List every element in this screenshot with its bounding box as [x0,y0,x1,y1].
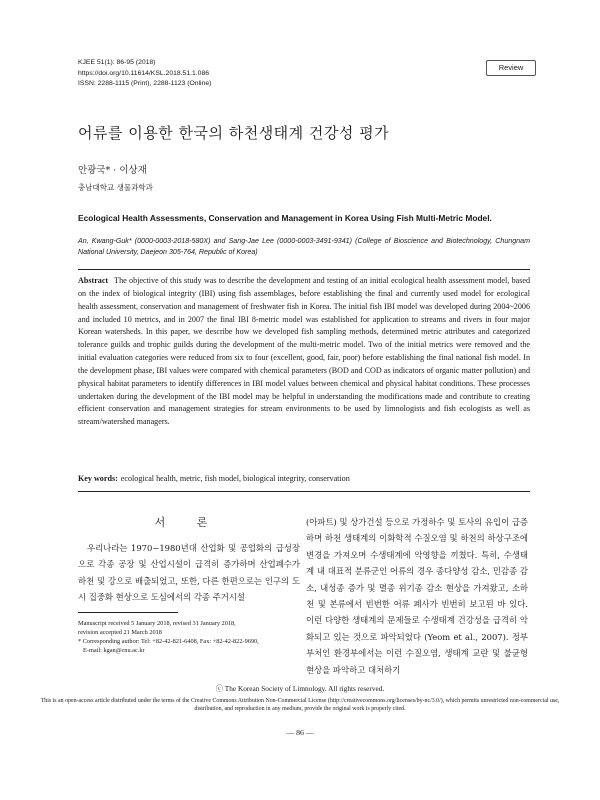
keywords [78,473,530,485]
title-english: Ecological Health Assessments, Conservation and Management in Korea Using Fish Multi-Metric Model. [78,213,492,223]
doi-link[interactable]: https://doi.org/10.11614/KSL.2018.51.1.086 [78,69,210,77]
keywords-text: ecological health, metric, fish model, biological integrity, conservation [120,474,350,483]
title-korean: 어류를 이용한 한국의 하천생태계 건강성 평가 [78,124,390,142]
keywords-label: Key words: [78,474,118,483]
manuscript-received: Manuscript received 5 January 2018, revised 31 January 2018, [78,620,236,627]
body-column-left: 우리나라는 1970~1980년대 산업화 및 공업화의 급성장으로 각종 공장 및 산업시설이 급격히 증가하며 산업폐수가 하천 및 강으로 배출되었고, 또한, 다른 한편으로는 인구의 도시 집중화 현상으로 도심에서의 각종 주거시설 [78,543,300,603]
journal-meta [78,58,211,90]
revision-accepted: revision accepted 21 March 2018 [78,629,162,637]
copyright-notice: ⓒ The Korean Society of Limnology. All rights reserved. [215,684,385,693]
authors-korean: 안광국* · 이상재 [78,165,147,176]
author-email[interactable]: E-mail: kgan@cnu.ac.kr [83,647,145,655]
corresponding-author: * Corresponding author: Tel: +82-42-821-6408, Fax: +82-42-822-9690, [78,638,259,646]
abstract [78,275,530,429]
abstract-top-rule [78,269,530,270]
authors-english: An, Kwang-Guk* (0000-0003-2018-580X) and Sang-Jae Lee (0000-0003-3491-9341) (College of Bioscience and Biotechnology, Chungnam National University, Daejeon 305-764, Republic of Korea) [78,237,530,256]
section-heading: 서 론 [154,516,222,529]
article-type-badge: Review [486,60,536,76]
journal-citation: KJEE 51(1): 86-95 (2018) [78,59,156,66]
affiliation-korean: 충남대학교 생물과학과 [78,183,153,192]
page-number: — 86 — [286,728,314,737]
issn: ISSN: 2288-1115 (Print), 2288-1123 (Online) [78,80,212,87]
footnote-rule [78,612,178,613]
footnotes [78,619,300,655]
abstract-label: Abstract [78,276,109,285]
body-column-right: (아파트) 및 상가건설 등으로 가정하수 및 토사의 유입이 급증하며 하천 생태계의 이화학적 수질오염 및 하천의 하상구조에 변경을 가져오며 수생태계에 악영향을 끼쳤다. 특히, 수생태계 내 대표적 분류군인 어류의 경우 종다양성 감소, 민감종 감소, 내성종 증가 및 멸종 위기종 감소 현상을 가져왔고, 소하천 및 본류에서 빈번한 어류 폐사가 빈번히 보고된 바 있다. 이런 다양한 생태계의 문제들로 수생태계 건강성을 급격히 악화되고 있는 것으로 파악되었다 (Yeom et al., 2007). 정부 부처인 환경부에서는 이런 수질오염, 생태계 교란 및 불균형 현상을 파악하고 대처하기 [306,517,528,675]
license-notice: This is an open-access article distributed under the terms of the Creative Commons Attribution Non-Commercial License (http://creativecommons.org/licenses/by-nc/3.0/), which permits unrestricted non-commercial use, distribution, and reproduction in any medium, provide the original work is properly cited. [40,698,560,713]
abstract-text: The objective of this study was to describe the development and testing of an initial ecological health assessment model, based on the index of biological integrity (IBI) using fish assemblages, before establishing the final and currently used model for ecological health assessment, conservation and management of freshwater fish in Korea. The initial fish IBI model was developed during 2004~2006 and included 10 metrics, and in 2007 the final IBI 8-metric model was established for application to streams and rivers in four major Korean watersheds. In this paper, we describe how we developed fish sampling methods, determined metric attributes and categorized tolerance guilds and trophic guilds during the development of the multi-metric model. Two of the initial metrics were removed and the initial evaluation categories were reduced from six to four (excellent, good, fair, poor) before establishing the final national fish model. In the development phase, IBI values were compared with chemical parameters (BOD and COD as indicators of organic matter pollution) and physical habitat parameters to identify differences in IBI model values between chemical and physical habitat conditions. These processes undertaken during the development of the IBI model may be helpful in understanding the modifications made and contribute to creating efficient conservation and management strategies for stream environments to be used by limnologists and fish ecologists as well as stream/watershed managers. [78,276,530,427]
abstract-bottom-rule [78,491,530,492]
